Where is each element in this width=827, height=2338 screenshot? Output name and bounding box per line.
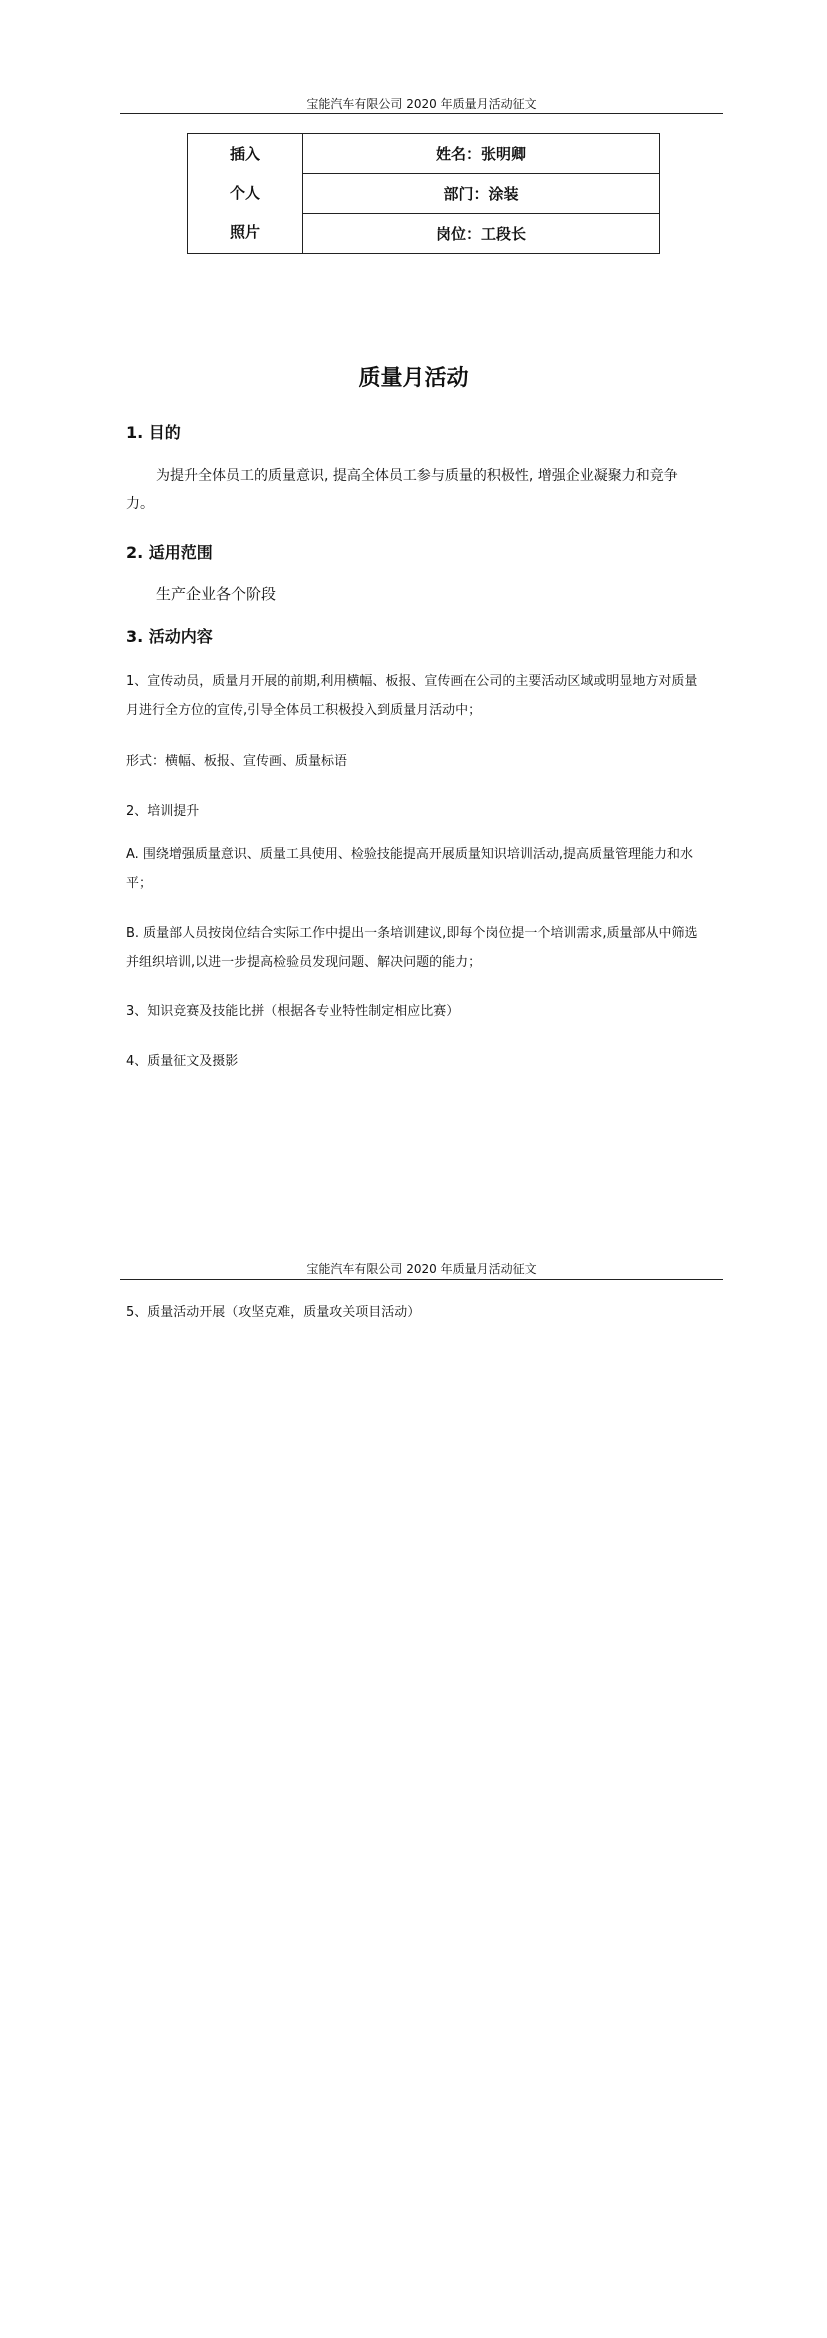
section-heading-activities: 3. 活动内容	[126, 627, 213, 646]
section-heading-scope: 2. 适用范围	[126, 543, 213, 562]
photo-placeholder-cell	[188, 134, 303, 254]
activity-item-4: 4、质量征文及摄影	[126, 1054, 239, 1069]
section-heading-purpose: 1. 目的	[126, 423, 181, 442]
photo-label-line: 插入	[229, 145, 260, 163]
personal-info-table	[187, 133, 660, 254]
name-cell: 姓名：张明卿	[303, 134, 660, 174]
position-cell: 岗位：工段长	[303, 214, 660, 254]
activity-item-5: 5、质量活动开展（攻坚克难，质量攻关项目活动）	[126, 1305, 421, 1320]
section-text-purpose: 为提升全体员工的质量意识, 提高全体员工参与质量的积极性, 增强企业凝聚力和竞争力。	[126, 468, 678, 512]
activity-item-2b: B. 质量部人员按岗位结合实际工作中提出一条培训建议,即每个岗位提一个培训需求,质量部从中筛选并组织培训,以进一步提高检验员发现问题、解决问题的能力；	[126, 926, 698, 970]
photo-label-line: 个人	[229, 184, 260, 202]
header-divider	[120, 1279, 723, 1280]
activity-item-2a: A. 围绕增强质量意识、质量工具使用、检验技能提高开展质量知识培训活动,提高质量管理能力和水平；	[126, 847, 694, 891]
header-divider	[120, 113, 723, 114]
section-text-scope: 生产企业各个阶段	[156, 585, 277, 603]
page-title: 质量月活动	[358, 366, 469, 391]
activity-item-3: 3、知识竞赛及技能比拼（根据各专业特性制定相应比赛）	[126, 1004, 460, 1019]
activity-form-line: 形式：横幅、板报、宣传画、质量标语	[126, 754, 348, 769]
activity-item-1: 1、宣传动员，质量月开展的前期,利用横幅、板报、宣传画在公司的主要活动区域或明显地方对质量月进行全方位的宣传,引导全体员工积极投入到质量月活动中；	[126, 674, 698, 718]
page-header: 宝能汽车有限公司 2020 年质量月活动征文	[306, 97, 537, 111]
department-cell: 部门：涂装	[303, 174, 660, 214]
activity-item-2: 2、培训提升	[126, 804, 200, 819]
photo-label-line: 照片	[229, 223, 260, 241]
page-header: 宝能汽车有限公司 2020 年质量月活动征文	[306, 1262, 537, 1276]
